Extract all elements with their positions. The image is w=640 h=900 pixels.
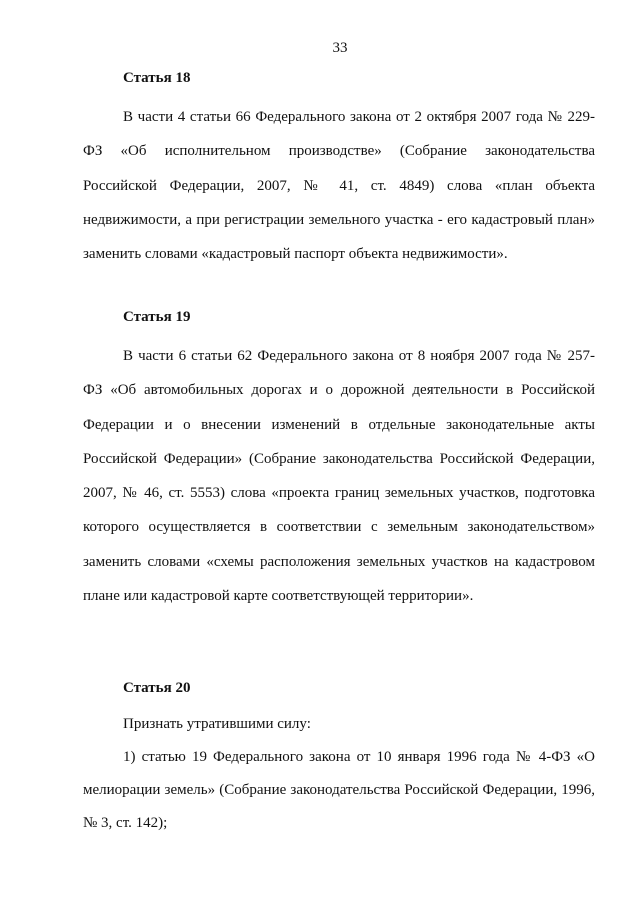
paragraph: Признать утратившими силу: xyxy=(123,716,311,732)
article-title: Статья 20 xyxy=(123,680,191,696)
article-body xyxy=(83,100,595,271)
article-body xyxy=(83,708,595,840)
paragraph: В части 6 статьи 62 Федерального закона от 8 ноября 2007 года № 257-ФЗ «Об автомобильных дорогах и о дорожной деятельности в Российской Федерации и о внесении изменений в отдельные законодательные акты Российской Федерации» (Собрание законодательства Российской Федерации, 2007, № 46, ст. 5553) слова «проекта границ земельных участков, подготовка которого осуществляется в соответствии с земельным законодательством» заменить словами «схемы расположения земельных участков на кадастровом плане или кадастровой карте соответствующей территории». xyxy=(83,348,595,605)
paragraph: В части 4 статьи 66 Федерального закона от 2 октября 2007 года № 229-ФЗ «Об исполнительном производстве» (Собрание законодательства Российской Федерации, 2007, № 41, ст. 4849) слова «план объекта недвижимости, а при регистрации земельного участка - его кадастровый план» заменить словами «кадастровый паспорт объекта недвижимости». xyxy=(83,109,595,263)
article-body xyxy=(83,339,595,613)
page-number: 33 xyxy=(332,40,348,56)
paragraph: 1) статью 19 Федерального закона от 10 января 1996 года № 4-ФЗ «О мелиорации земель» (Собрание законодательства Российской Федерации, 1996, № 3, ст. 142); xyxy=(83,749,595,831)
article-title: Статья 19 xyxy=(123,309,191,325)
article-title: Статья 18 xyxy=(123,70,191,86)
